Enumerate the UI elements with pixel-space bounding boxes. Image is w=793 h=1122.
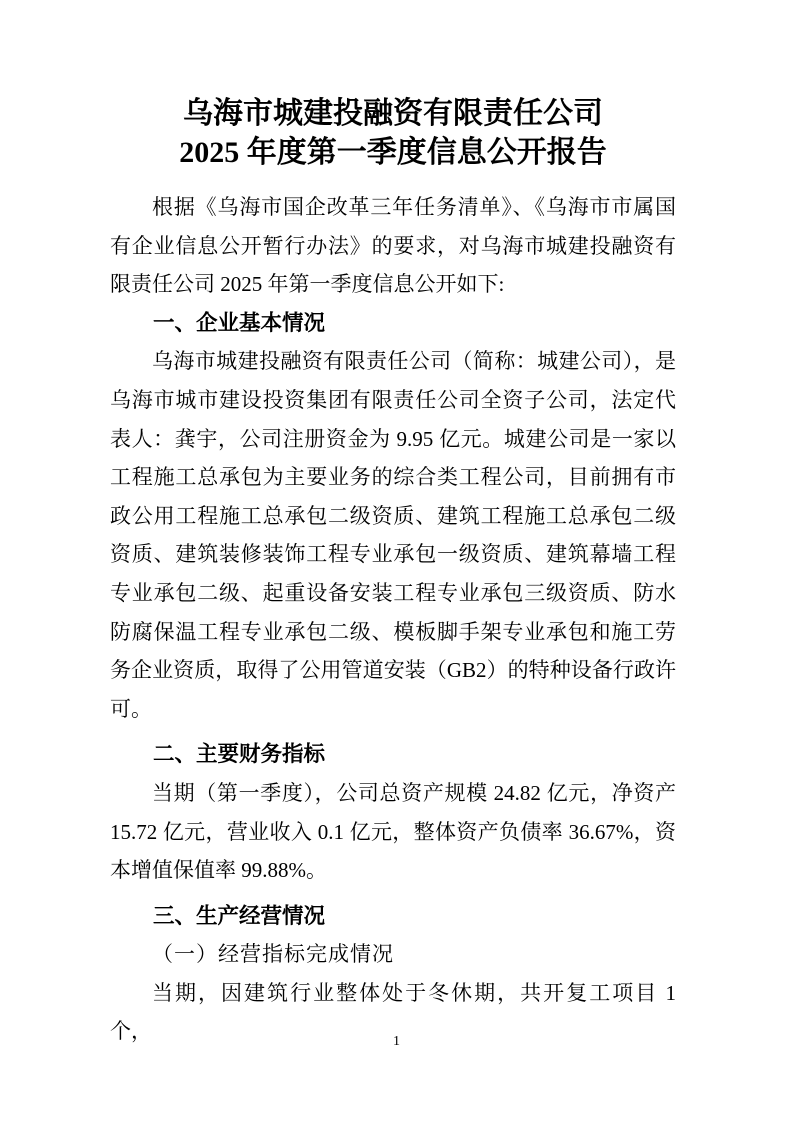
document-content (110, 0, 676, 1051)
section-3-heading: 三、生产经营情况 (153, 903, 326, 928)
section-3-paragraph: 当期，因建筑行业整体处于冬休期，共开复工项目 1 个， (110, 980, 676, 1044)
title-line-1: 乌海市城建投融资有限责任公司 (183, 97, 603, 130)
section-3-subheading: （一）经营指标完成情况 (152, 942, 394, 967)
section-1-paragraph: 乌海市城建投融资有限责任公司（简称：城建公司），是乌海市城市建设投资集团有限责任公司全资子公司，法定代表人：龚宇，公司注册资金为 9.95 亿元。城建公司是一家以工程施工总承包为主要业务的综合类工程公司，目前拥有市政公用工程施工总承包二级资质、建筑工程施工总承包二级资质、建筑装修装饰工程专业承包一级资质、建筑幕墙工程专业承包二级、起重设备安装工程专业承包三级资质、防水防腐保温工程专业承包二级、模板脚手架专业承包和施工劳务企业资质，取得了公用管道安装（GB2）的特种设备行政许可。 (110, 349, 676, 721)
page-number: 1 (393, 1034, 400, 1049)
section-1-heading: 一、企业基本情况 (153, 310, 326, 335)
intro-paragraph: 根据《乌海市国企改革三年任务清单》、《乌海市市属国有企业信息公开暂行办法》的要求，对乌海市城建投融资有限责任公司 2025 年第一季度信息公开如下: (110, 195, 676, 297)
document-title (110, 95, 676, 172)
title-line-2: 2025 年度第一季度信息公开报告 (179, 135, 607, 169)
section-2-paragraph: 当期（第一季度），公司总资产规模 24.82 亿元，净资产 15.72 亿元，营业收入 0.1 亿元，整体资产负债率 36.67%，资本增值保值率 99.88%。 (110, 780, 676, 883)
section-2-heading: 二、主要财务指标 (153, 742, 326, 767)
